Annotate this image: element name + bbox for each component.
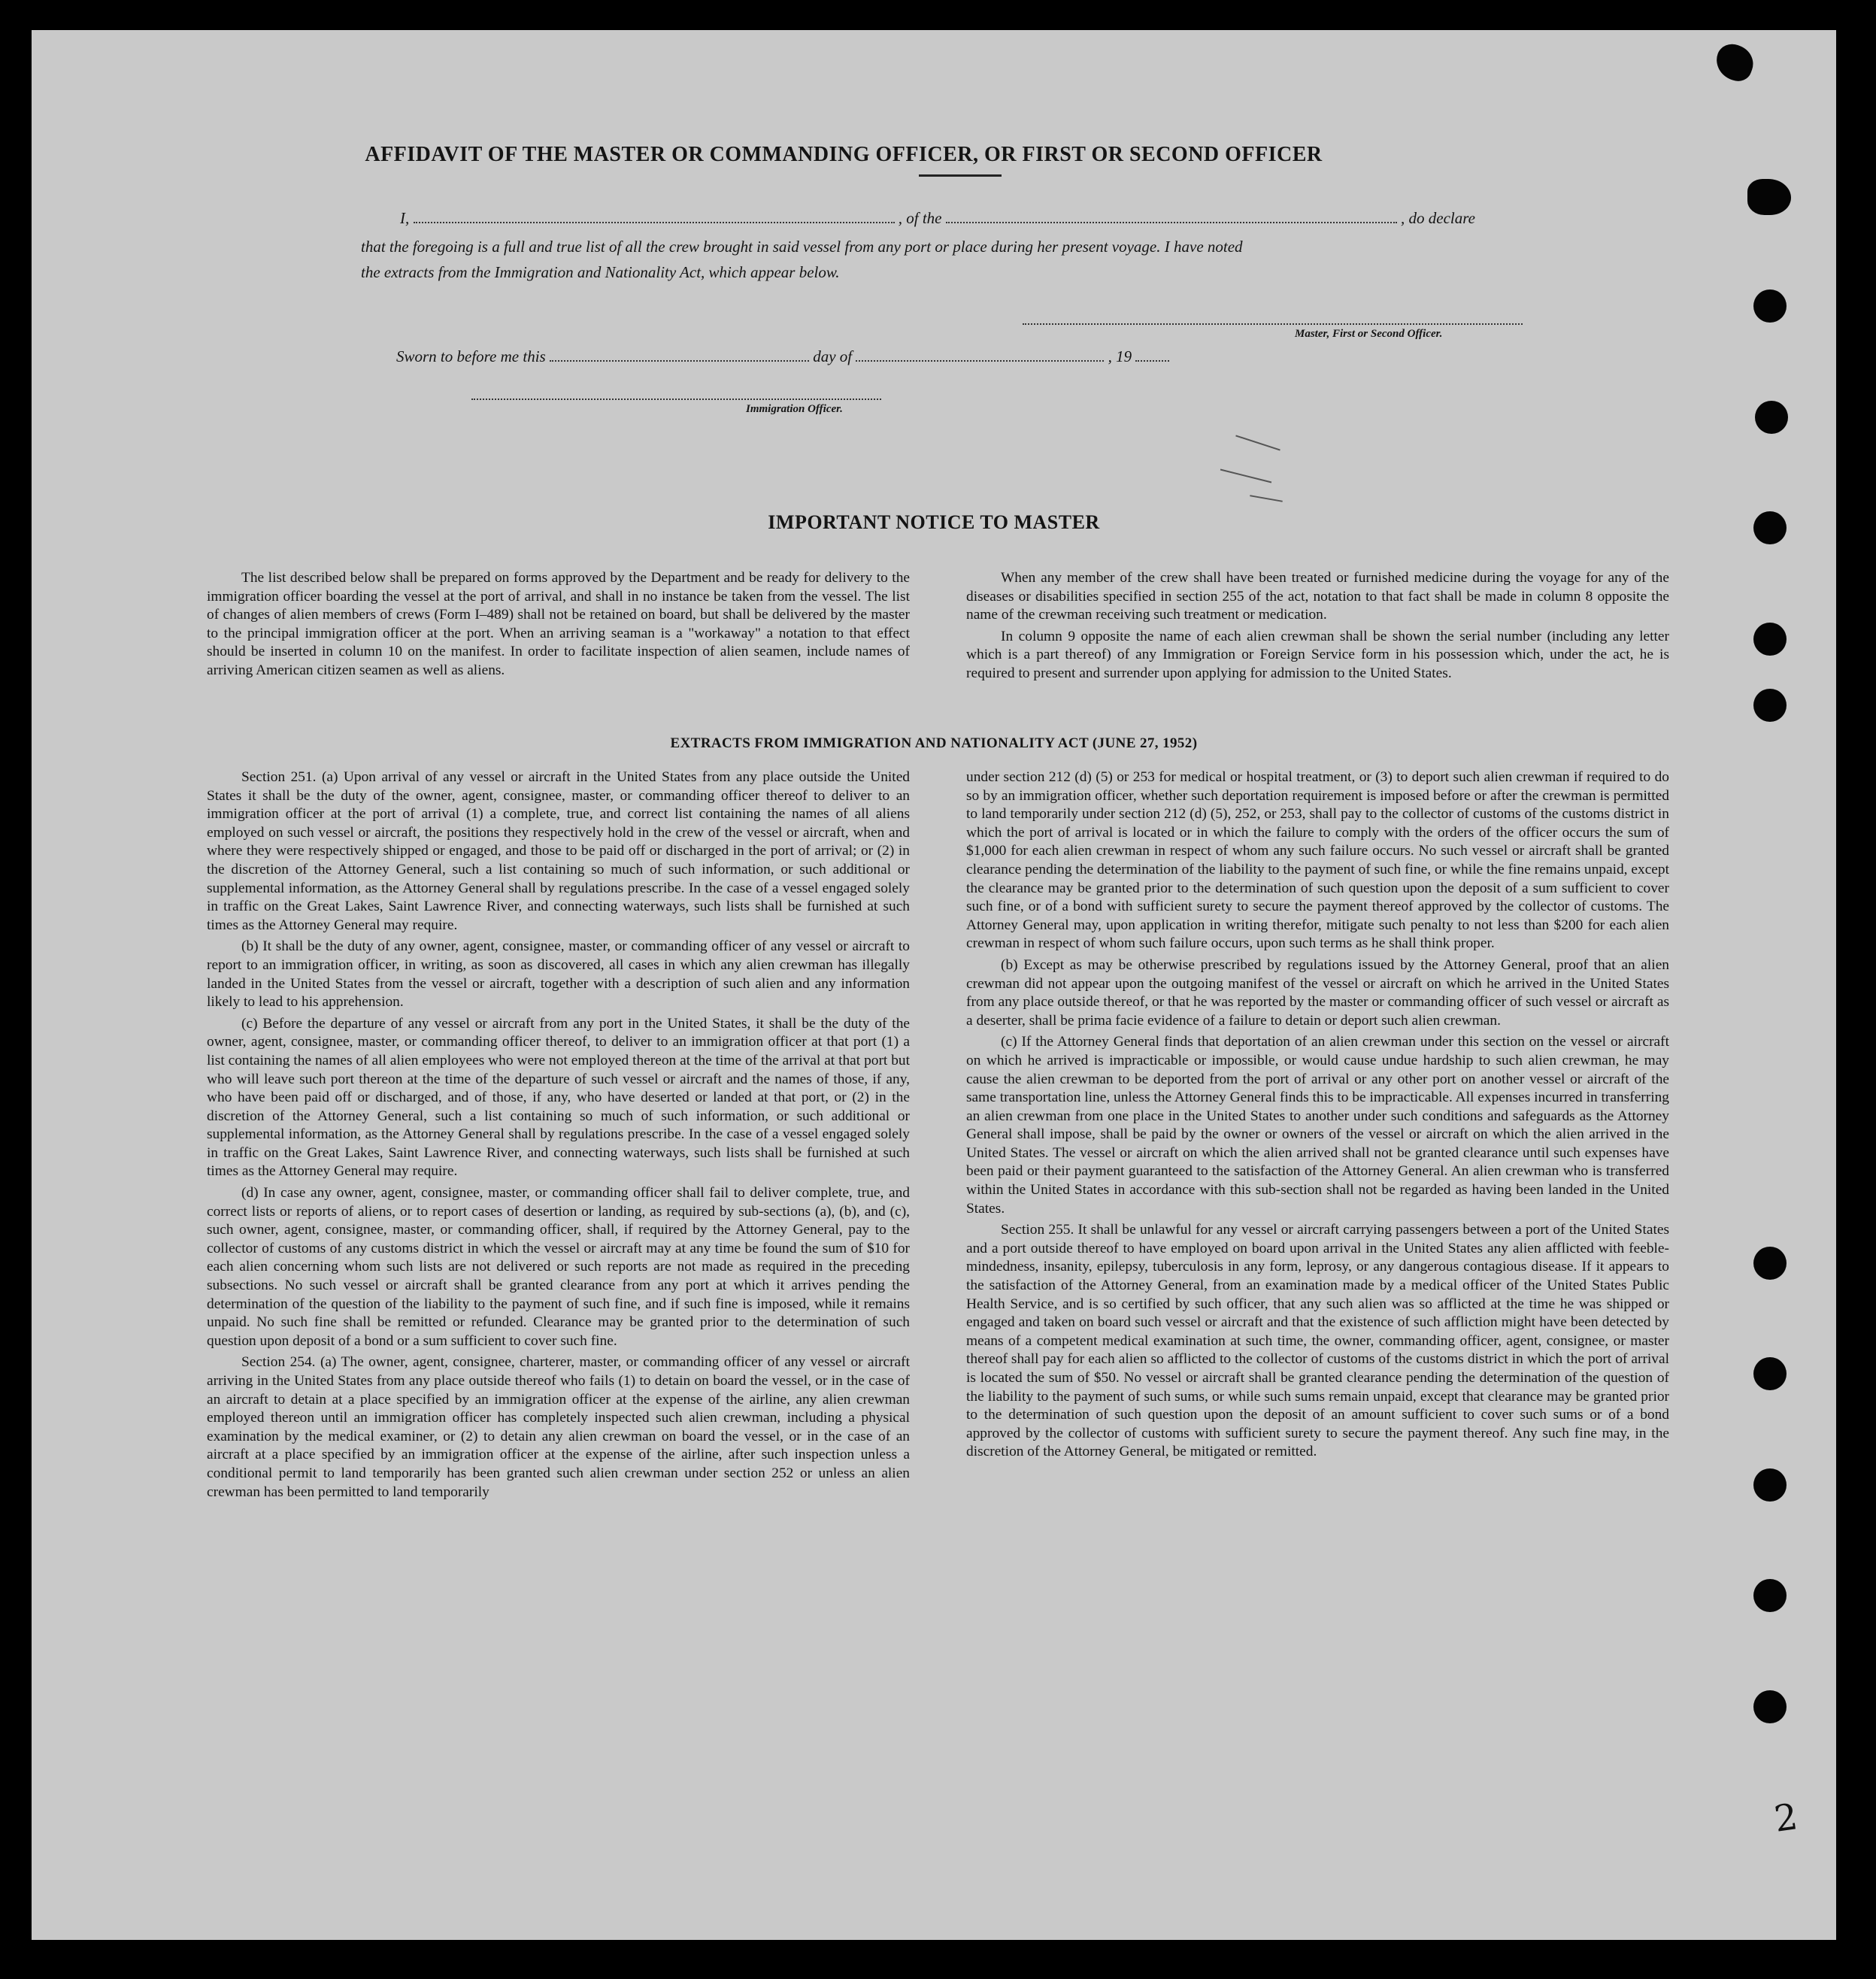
affidavit-statement-line-2: the extracts from the Immigration and Nationality Act, which appear below. [361,263,840,281]
extracts-heading: EXTRACTS FROM IMMIGRATION AND NATIONALITY ACT (JUNE 27, 1952) [670,735,1198,751]
punch-hole [1755,401,1788,434]
title-divider [919,174,1002,177]
punch-hole [1753,1247,1787,1280]
section-254-a-continued: under section 212 (d) (5) or 253 for medical or hospital treatment, or (3) to deport such alien crewman if required to do so by an immigration officer, whether such deportation requirement is imposed before or after the crewman is permitted to land temporarily under section 212 (d) (5), 252, or 253, shall pay to the collector of customs of the customs district in which the port of arrival is located or in which the failure to comply with the orders of the officer occurs the sum of $1,000 for each alien crewman in respect of whom any such failure occurs. No such vessel or aircraft shall be granted clearance pending the determination of the liability to the payment of such fine, or while the fine remains unpaid, except the clearance may be granted prior to the determination of such question upon the deposit of a sum sufficient to cover such fine, or of a bond with sufficient surety to secure the payment thereof approved by the collector of customs. The Attorney General may, upon application in writing therefor, mitigate such penalty to not less than $200 for each alien crewman in respect of whom such failure occurs, upon such terms as he shall think proper. [966,769,1669,952]
punch-hole [1753,1579,1787,1612]
punch-hole [1753,1357,1787,1390]
punch-hole [1753,1468,1787,1502]
notice-right-paragraph: When any member of the crew shall have been treated or furnished medicine during the voyage for any of the diseases or disabilities specified in section 255 of the act, notation to that fact shall be made in column 8 opposite the name of the crewman receiving such treatment or medication. [966,570,1669,623]
notice-heading: IMPORTANT NOTICE TO MASTER [768,511,1100,533]
sworn-prefix: Sworn to before me this [396,347,546,365]
section-255: Section 255. It shall be unlawful for any vessel or aircraft carrying passengers between a port of the United States and a port outside thereof to have employed on board upon arrival in the United States any alien afflicted with feeble-mindedness, insanity, epilepsy, tuberculosis in any form, leprosy, or any dangerous contagious disease. If it appears to the satisfaction of the Attorney General, from an examination made by a medical officer of the United States Public Health Service, and is so certified by such officer, that any such alien was so afflicted at the time he was shipped or engaged and taken on board such vessel or aircraft and that the existence of such affliction might have been detected by means of a competent medical examination at such time, the owner, commanding officer, agent, consignee, or master thereof shall pay for each alien so afflicted to the collector of customs of the customs district in which the port of arrival is located the sum of $50. No vessel or aircraft shall be granted clearance pending the determination of the question of the liability to the payment of such sums, or while such sums remain unpaid, except that clearance may be granted prior to the determination of such question upon the deposit of an amount sufficient to cover such sums or of a bond approved by the collector of customs with sufficient surety to secure the payment thereof. Any such fine may, in the discretion of the Attorney General, be mitigated or remitted. [966,1222,1669,1460]
document-page [32,30,1836,1940]
punch-hole [1753,689,1787,722]
punch-hole-blot [1711,40,1759,85]
scan-mark [1220,469,1271,483]
sworn-month-field[interactable] [856,348,1104,362]
immigration-officer-signature-line[interactable] [471,399,881,400]
notice-left-column [207,569,910,683]
declarant-prefix: I, [400,209,410,227]
section-251-a: Section 251. (a) Upon arrival of any vessel or aircraft in the United States from any place outside the United States it shall be the duty of the owner, agent, consignee, master, or commanding officer thereof to deliver to an immigration officer at the port of arrival (1) a complete, true, and correct list containing the names of all aliens employed on such vessel or aircraft, the positions they respectively hold in the crew of the vessel or aircraft, when and where they were respectively shipped or engaged, and those to be paid off or discharged in the port of arrival; or (2) in the discretion of the Attorney General, such a list containing so much of such information, or such additional or supplemental information, as the Attorney General shall by regulations prescribe. In the case of a vessel engaged solely in traffic on the Great Lakes, Saint Lawrence River, and connecting waterways, such lists shall be furnished at such times as the Attorney General may require. [207,769,910,933]
master-signature-line[interactable] [1023,323,1523,325]
punch-hole [1753,1690,1787,1723]
punch-hole-blot [1747,179,1791,215]
punch-hole [1753,623,1787,656]
punch-hole [1753,289,1787,323]
section-251-c: (c) Before the departure of any vessel or aircraft from any port in the United States, it shall be the duty of the owner, agent, consignee, master, or commanding officer thereof, to deliver to an immigration officer at that port (1) a list containing the names of all alien employees who were not employed thereon at the time of the arrival at that port but who will leave such port thereon at the time of the departure of such vessel or aircraft and the names of those, if any, who have been paid off or discharged, and of those, if any, who have deserted or landed at that port, or (2) in the discretion of the Attorney General, such a list containing so much of such information, or such additional or supplemental information, as the Attorney General shall by regulations prescribe. In the case of a vessel engaged solely in traffic on the Great Lakes, Saint Lawrence River, and connecting waterways, such lists shall be furnished at such times as the Attorney General may require. [207,1015,910,1180]
declarant-name-field[interactable] [414,210,895,223]
section-251-d: (d) In case any owner, agent, consignee, master, or commanding officer shall fail to deliver complete, true, and correct lists or reports of aliens, or to report cases of desertion or landing, as required by sub-sections (a), (b), and (c), such owner, agent, consignee, master, or commanding officer, shall, if required by the Attorney General, pay to the collector of customs of any customs district in which the vessel or aircraft may at any time be found the sum of $10 for each alien concerning whom such lists are not delivered or such reports are not made as required in the preceding subsections. No such vessel or aircraft shall be granted clearance from any port at which it arrives pending the determination of the question of the liability to the payment of such fine, and if such fine is imposed, while it remains unpaid. No such fine shall be remitted or refunded. Clearance may be granted prior to the determination of such question upon deposit of a bond or a sum sufficient to cover such fine. [207,1185,910,1349]
affidavit-title: AFFIDAVIT OF THE MASTER OR COMMANDING OFFICER, OR FIRST OR SECOND OFFICER [365,143,1323,166]
day-of-label: day of [813,347,853,365]
extracts-left-column [207,768,910,1505]
section-254-b: (b) Except as may be otherwise prescribed by regulations issued by the Attorney General, proof that an alien crewman did not appear upon the outgoing manifest of the vessel or aircraft on which he arrived in the United States from any place outside thereof, or that he was reported by the master or commanding officer of such vessel or aircraft as a deserter, shall be prima facie evidence of a failure to detain or deport such alien crewman. [966,956,1669,1029]
scan-mark [1250,495,1283,502]
of-the-label: , of the [898,209,942,227]
scan-mark [1235,435,1280,450]
notice-right-column [966,569,1669,686]
vessel-name-field[interactable] [946,210,1397,223]
handwritten-page-mark: 2 [1771,1796,1801,1841]
master-signature-label: Master, First or Second Officer. [1295,328,1443,340]
section-254-a: Section 254. (a) The owner, agent, consignee, charterer, master, or commanding officer of any vessel or aircraft arriving in the United States from any place outside thereof who fails (1) to detain on board the vessel, or in the case of an aircraft to detain at a place specified by an immigration officer at the expense of the airline, any alien crewman employed thereon until an immigration officer has completely inspected such alien crewman, including a physical examination by the medical examiner, or (2) to detain any alien crewman on board the vessel, or in the case of an aircraft at a place specified by an immigration officer at the expense of the airline, after such inspection unless a conditional permit to land temporarily has been granted such alien crewman under section 252 or unless an alien crewman has been permitted to land temporarily [207,1354,910,1500]
notice-right-paragraph: In column 9 opposite the name of each alien crewman shall be shown the serial number (including any letter which is a part thereof) of any Immigration or Foreign Service form in his possession which, under the act, he is required to present and surrender upon applying for admission to the United States. [966,628,1669,681]
punch-hole [1753,511,1787,544]
section-254-c: (c) If the Attorney General finds that deportation of an alien crewman under this section on the vessel or aircraft on which he arrived is impracticable or impossible, or would cause undue hardship to such alien crewman, he may cause the alien crewman to be deported from the port of arrival or any other port on another vessel or aircraft of the same transportation line, unless the Attorney General finds this to be impracticable. All expenses incurred in transferring an alien crewman from one place in the United States to another under such conditions and safeguards as the Attorney General shall impose, shall be paid by the owner or owners of the vessel or aircraft on which the alien arrived in the United States. The vessel or aircraft on which the alien arrived shall not be granted clearance until such expenses have been paid or their payment guaranteed to the satisfaction of the Attorney General. An alien crewman who is transferred within the United States in accordance with this sub-section shall not be regarded as having been landed in the United States. [966,1034,1669,1217]
extracts-right-column [966,768,1669,1465]
year-label: , 19 [1108,347,1132,365]
notice-left-paragraph: The list described below shall be prepared on forms approved by the Department and be ready for delivery to the immigration officer boarding the vessel at the port of arrival, and shall in no instance be taken from the vessel. The list of changes of alien members of crews (Form I–489) shall not be retained on board, but shall be delivered by the master to the principal immigration officer at the port. When an arriving seaman is a "workaway" a notation to that effect should be inserted in column 10 on the manifest. In order to facilitate inspection of alien seamen, include names of arriving American citizen seamen as well as aliens. [207,570,910,678]
immigration-officer-label: Immigration Officer. [746,403,843,415]
affidavit-statement-line: that the foregoing is a full and true list of all the crew brought in said vessel from any port or place during her present voyage. I have noted [361,238,1243,256]
affidavit-declaration-line [400,209,1475,228]
sworn-date-field[interactable] [550,348,809,362]
sworn-line [396,347,1169,366]
sworn-year-field[interactable] [1135,348,1169,362]
section-251-b: (b) It shall be the duty of any owner, agent, consignee, master, or commanding officer of any vessel or aircraft to report to an immigration officer, in writing, as soon as discovered, all cases in which any alien crewman has illegally landed in the United States from the vessel or aircraft, together with a description of such alien and any information likely to lead to his apprehension. [207,938,910,1011]
declare-label: , do declare [1401,209,1475,227]
